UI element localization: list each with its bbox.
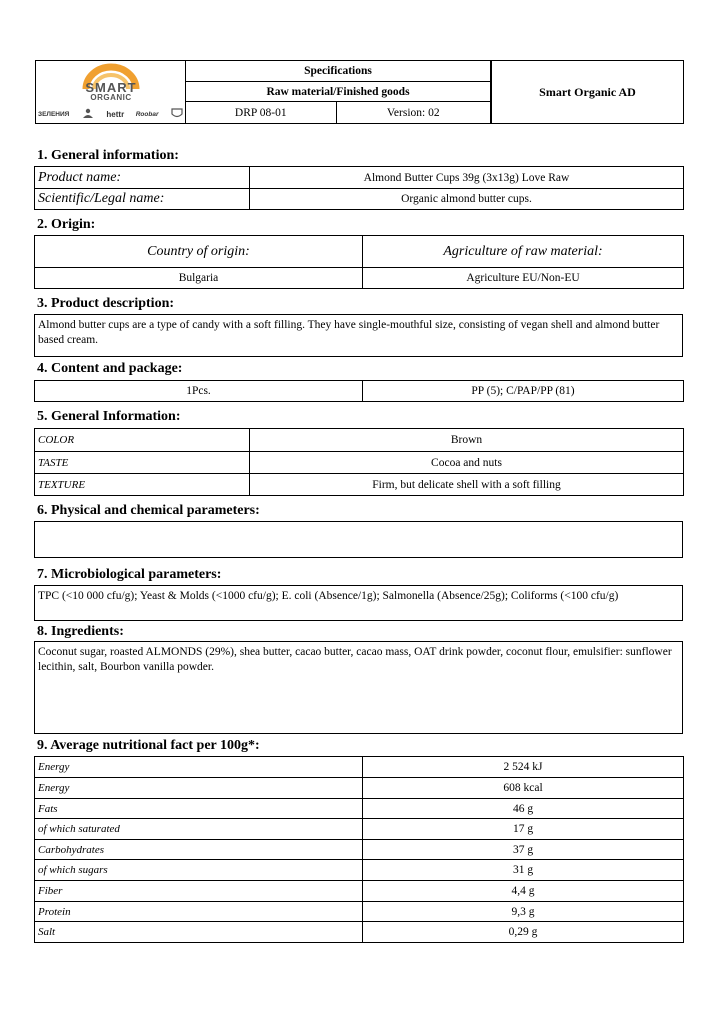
legal-name-label: Scientific/Legal name: (35, 189, 250, 210)
brand-crest-icon (170, 108, 184, 121)
section-heading-physchem: 6. Physical and chemical parameters: (37, 503, 260, 518)
legal-name-value: Organic almond butter cups. (250, 189, 684, 210)
document-header (35, 60, 684, 124)
nutrient-label: Fiber (35, 881, 363, 902)
brand-strip (38, 108, 184, 120)
nutrient-value: 31 g (363, 860, 684, 881)
table-row (35, 167, 684, 189)
nutrient-label: Protein (35, 902, 363, 922)
table-row (35, 799, 684, 819)
logo-text-smart: SMART (85, 80, 137, 95)
logo-text-organic: ORGANIC (90, 93, 132, 102)
origin-table (34, 235, 684, 289)
brand-hettr: hettr (106, 109, 125, 119)
section-heading-content: 4. Content and package: (37, 361, 183, 376)
table-row (35, 922, 684, 943)
section-heading-micro: 7. Microbiological parameters: (37, 567, 222, 582)
table-row (35, 381, 684, 402)
company-logo (36, 61, 186, 123)
nutrient-value: 37 g (363, 840, 684, 860)
agriculture-value: Agriculture EU/Non-EU (363, 268, 684, 289)
taste-value: Cocoa and nuts (250, 452, 684, 474)
product-description-text: Almond butter cups are a type of candy with a soft filling. They have single-mouthful size, consisting of vegan shell and almond butter based cream. (34, 314, 683, 357)
nutrient-value: 0,29 g (363, 922, 684, 943)
physchem-text (34, 521, 683, 558)
product-name-value: Almond Butter Cups 39g (3x13g) Love Raw (250, 167, 684, 189)
country-origin-value: Bulgaria (35, 268, 363, 289)
texture-label: TEXTURE (35, 474, 250, 496)
section-heading-nutrition: 9. Average nutritional fact per 100g*: (37, 738, 260, 753)
section-heading-general: 1. General information: (37, 148, 179, 163)
nutrient-value: 46 g (363, 799, 684, 819)
product-name-label: Product name: (35, 167, 250, 189)
nutrient-label: Fats (35, 799, 363, 819)
table-row (35, 840, 684, 860)
section-heading-general-2: 5. General Information: (37, 409, 181, 424)
section-heading-ingredients: 8. Ingredients: (37, 624, 124, 639)
header-info (186, 61, 490, 123)
section-heading-description: 3. Product description: (37, 296, 175, 311)
content-package-table (34, 380, 684, 402)
doc-subtitle: Raw material/Finished goods (186, 82, 490, 102)
organoleptic-table (34, 428, 684, 496)
nutrient-label: Energy (35, 778, 363, 799)
table-row (35, 452, 684, 474)
brand-zelenia: ЗЕЛЕНИЯ (38, 110, 70, 118)
nutrient-value: 608 kcal (363, 778, 684, 799)
table-row (35, 902, 684, 922)
brand-roobar: Roobar (135, 110, 159, 118)
table-row (35, 819, 684, 840)
texture-value: Firm, but delicate shell with a soft filling (250, 474, 684, 496)
taste-label: TASTE (35, 452, 250, 474)
content-quantity: 1Pcs. (35, 381, 363, 402)
nutrient-label: of which sugars (35, 860, 363, 881)
color-value: Brown (250, 429, 684, 452)
table-row (35, 474, 684, 496)
table-row (35, 860, 684, 881)
nutrient-label: Salt (35, 922, 363, 943)
table-row (35, 778, 684, 799)
nutrient-value: 2 524 kJ (363, 757, 684, 778)
agriculture-header: Agriculture of raw material: (363, 236, 684, 268)
country-origin-header: Country of origin: (35, 236, 363, 268)
table-row (35, 236, 684, 268)
nutrient-label: Energy (35, 757, 363, 778)
package-material: PP (5); C/PAP/PP (81) (363, 381, 684, 402)
nutrient-value: 4,4 g (363, 881, 684, 902)
general-info-table (34, 166, 684, 210)
table-row (35, 881, 684, 902)
nutrient-label: Carbohydrates (35, 840, 363, 860)
doc-title: Specifications (186, 61, 490, 82)
nutrition-table (34, 756, 684, 943)
doc-version: Version: 02 (386, 106, 440, 119)
table-row (35, 189, 684, 210)
brand-figure-icon (81, 108, 95, 120)
nutrient-value: 9,3 g (363, 902, 684, 922)
doc-meta-row (186, 102, 490, 123)
micro-text: TPC (<10 000 cfu/g); Yeast & Molds (<1000 cfu/g); E. coli (Absence/1g); Salmonella (Absence/25g); Coliforms (<100 cfu/g) (34, 585, 683, 621)
color-label: COLOR (35, 429, 250, 452)
table-row (35, 429, 684, 452)
ingredients-text: Coconut sugar, roasted ALMONDS (29%), shea butter, cacao butter, cacao mass, OAT drink powder, coconut flour, emulsifier: sunflower lecithin, salt, Bourbon vanilla powder. (34, 641, 683, 734)
nutrient-value: 17 g (363, 819, 684, 840)
table-row (35, 268, 684, 289)
doc-code: DRP 08-01 (186, 102, 337, 123)
table-row (35, 757, 684, 778)
company-name: Smart Organic AD (490, 61, 683, 123)
nutrient-label: of which saturated (35, 819, 363, 840)
section-heading-origin: 2. Origin: (37, 217, 96, 232)
